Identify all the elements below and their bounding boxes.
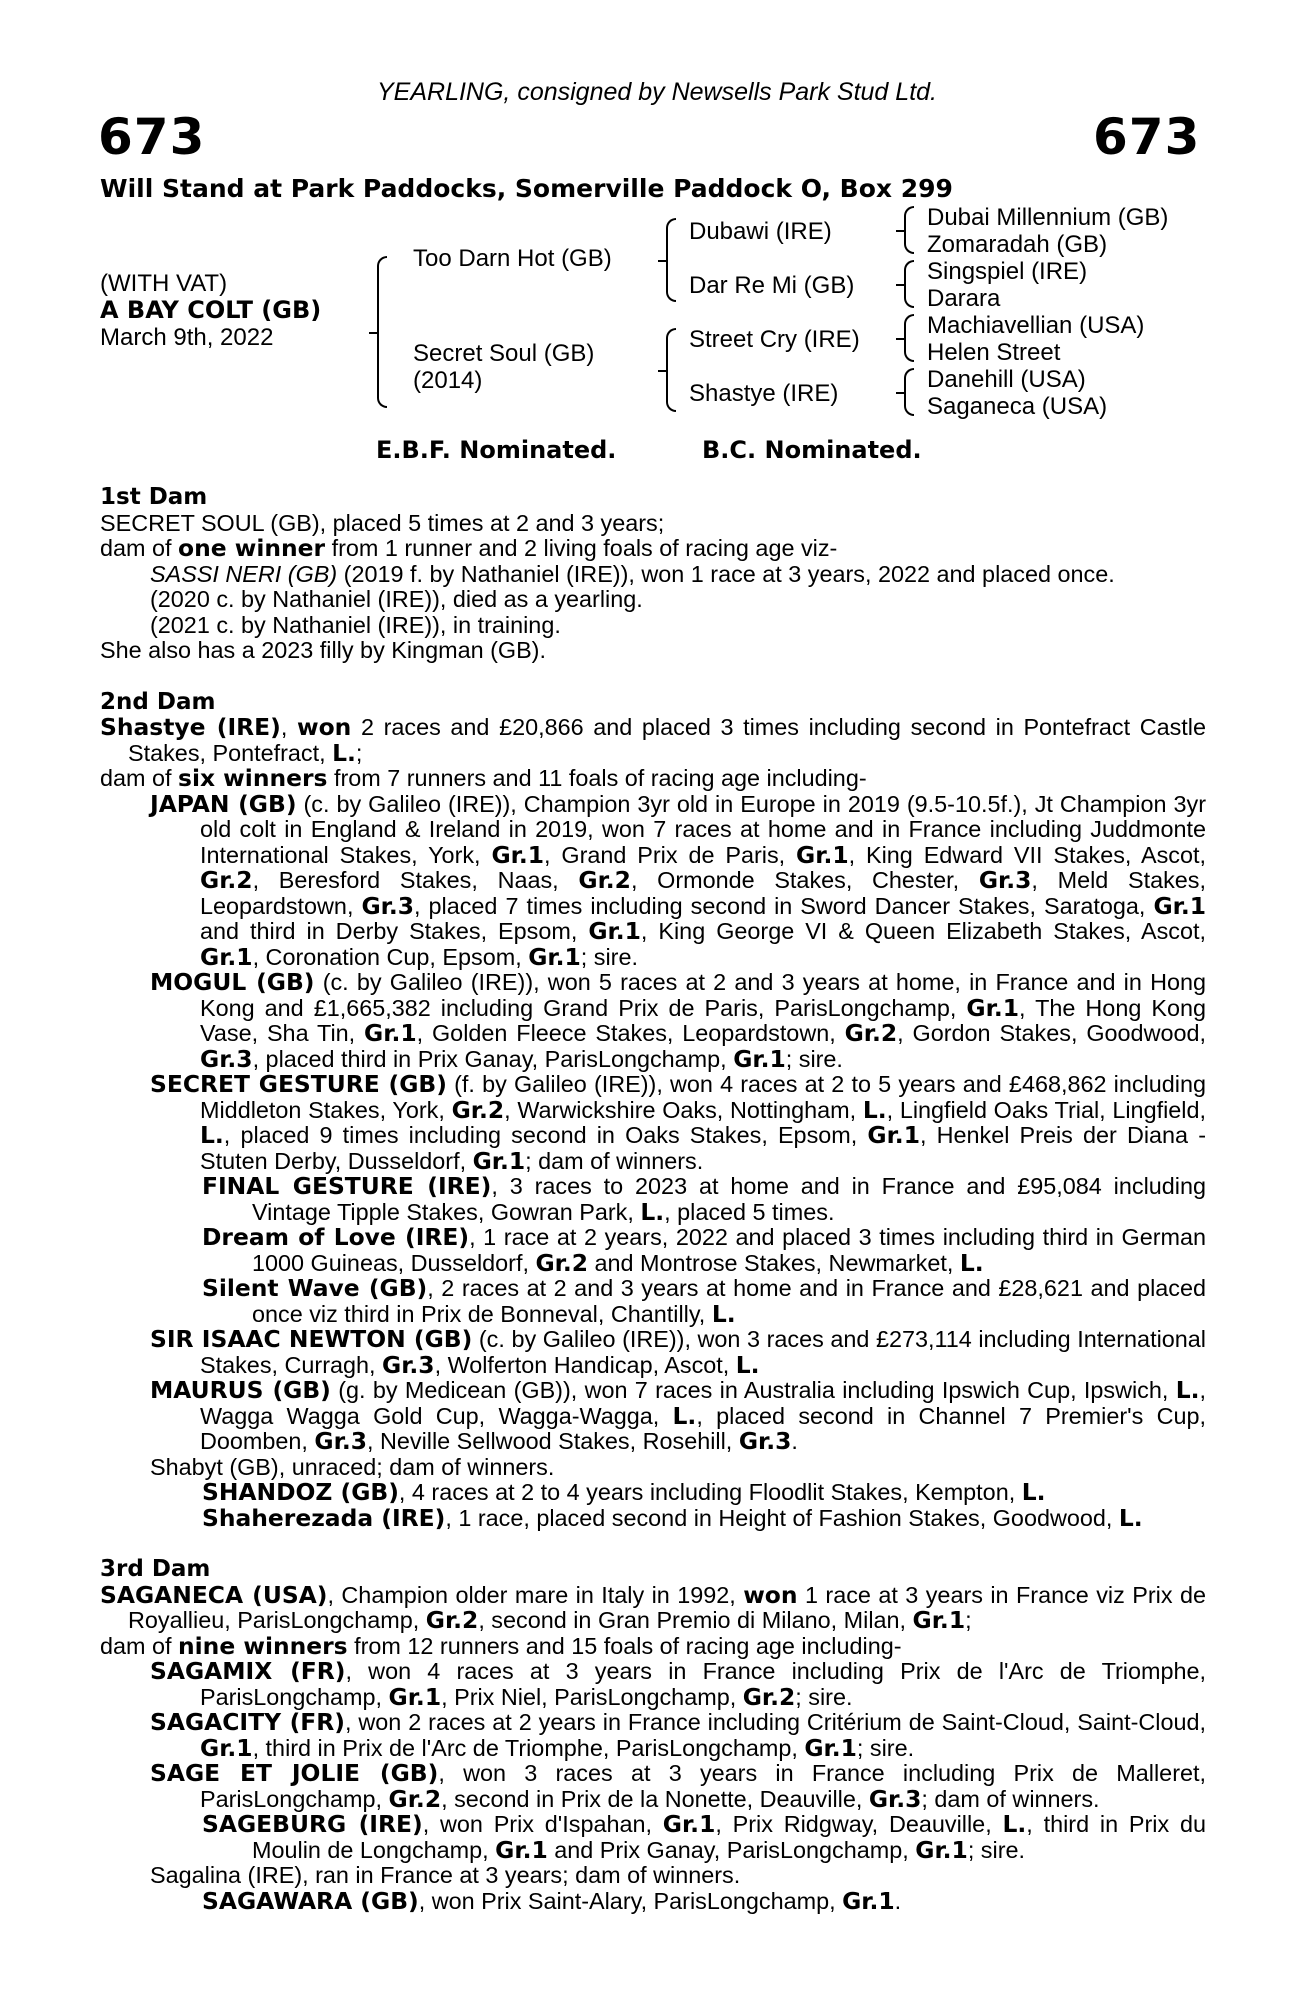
sire: Too Darn Hot (GB) (413, 245, 612, 272)
brace-3 (666, 328, 676, 412)
produce-2019: SASSI NERI (GB) (2019 f. by Nathaniel (IRE)), won 1 race at 3 years, 2022 and placed once. (150, 560, 1115, 587)
second-dam-heading: 2nd Dam (100, 688, 216, 715)
produce-2021: (2021 c. by Nathaniel (IRE)), in training. (150, 611, 561, 638)
entry-sage-et-jolie: SAGE ET JOLIE (GB), won 3 races at 3 years in France including Prix de Malleret, ParisLongchamp, Gr.2, second in Prix de la Nonette, Deauville, Gr.3; dam of winners. (150, 1759, 1206, 1813)
entry-shaherezada: Shaherezada (IRE), 1 race, placed second in Height of Fashion Stakes, Goodwood, L. (202, 1503, 1143, 1532)
brace-2 (666, 218, 676, 302)
entry-sagamix: SAGAMIX (FR), won 4 races at 3 years in France including Prix de l'Arc de Triomphe, ParisLongchamp, Gr.1, Prix Niel, ParisLongchamp, Gr.2; sire. (150, 1657, 1206, 1711)
entry-final-gesture: FINAL GESTURE (IRE), 3 races to 2023 at home and in France and £95,084 including Vintage Tipple Stakes, Gowran Park, L., placed 5 times. (202, 1172, 1207, 1226)
gg-3: Singspiel (IRE) (927, 258, 1088, 285)
brace-1 (377, 256, 387, 408)
dam-year: (2014) (413, 367, 483, 394)
third-dam-heading: 3rd Dam (100, 1556, 211, 1582)
foaling-date: March 9th, 2022 (100, 324, 274, 351)
vat-note: (WITH VAT) (100, 270, 228, 297)
second-dam-record: Shastye (IRE), won 2 races and £20,866 and placed 3 times including second in Pontefract Castle Stakes, Pontefract, L.; (100, 713, 1206, 767)
gg-6: Helen Street (927, 339, 1061, 366)
gg-1: Dubai Millennium (GB) (927, 204, 1169, 231)
ebf-nominated: E.B.F. Nominated. (376, 436, 617, 464)
entry-sageburg: SAGEBURG (IRE), won Prix d'Ispahan, Gr.1, Prix Ridgway, Deauville, L., third in Prix du Moulin de Longchamp, Gr.1 and Prix Ganay, ParisLongchamp, Gr.1; sire. (202, 1810, 1206, 1864)
stand-location: Will Stand at Park Paddocks, Somerville Paddock O, Box 299 (100, 174, 953, 203)
entry-sagawara: SAGAWARA (GB), won Prix Saint-Alary, ParisLongchamp, Gr.1. (202, 1886, 902, 1915)
sire-dam: Dar Re Mi (GB) (689, 272, 855, 299)
lot-number-right: 673 (1093, 108, 1201, 166)
brace-7 (904, 368, 914, 416)
catalogue-body (100, 485, 1206, 1914)
first-dam-line: SECRET SOUL (GB), placed 5 times at 2 and 3 years; (100, 509, 665, 536)
gg-5: Machiavellian (USA) (927, 312, 1145, 339)
produce-2023-note: She also has a 2023 filly by Kingman (GB). (100, 637, 546, 663)
entry-secret-gesture: SECRET GESTURE (GB) (f. by Galileo (IRE)), won 4 races at 2 to 5 years and £468,862 including Middleton Stakes, York, Gr.2, Warwickshire Oaks, Nottingham, L., Lingfield Oaks Trial, Lingfield, L., placed 9 times including second in Oaks Stakes, Epsom, Gr.1, Henkel Preis der Diana - Stuten Derby, Dusseldorf, Gr.1; dam of winners. (150, 1070, 1207, 1175)
gg-4: Darara (927, 285, 1001, 312)
produce-2020: (2020 c. by Nathaniel (IRE)), died as a yearling. (150, 586, 643, 612)
entry-silent-wave: Silent Wave (GB), 2 races at 2 and 3 years at home and in France and £28,621 and placed once viz third in Prix de Bonneval, Chantilly, L. (202, 1274, 1206, 1328)
entry-shandoz: SHANDOZ (GB), 4 races at 2 to 4 years including Floodlit Stakes, Kempton, L. (202, 1478, 1046, 1506)
bc-nominated: B.C. Nominated. (702, 436, 922, 464)
entry-sagacity: SAGACITY (FR), won 2 races at 2 years in France including Critérium de Saint-Cloud, Saint-Cloud, Gr.1, third in Prix de l'Arc de Triomphe, ParisLongchamp, Gr.1; sire. (150, 1708, 1207, 1762)
dam: Secret Soul (GB) (413, 340, 595, 367)
brace-5 (904, 260, 914, 308)
gg-2: Zomaradah (GB) (927, 231, 1108, 258)
entry-dream-of-love: Dream of Love (IRE), 1 race at 2 years, 2022 and placed 3 times including third in German 1000 Guineas, Dusseldorf, Gr.2 and Montrose Stakes, Newmarket, L. (202, 1223, 1206, 1277)
first-dam-heading: 1st Dam (100, 484, 208, 510)
entry-japan: JAPAN (GB) (c. by Galileo (IRE)), Champion 3yr old in Europe in 2019 (9.5-10.5f.), Jt Champion 3yr old colt in England & Ireland in 2019, won 7 races at home and in France including Juddmonte International Stakes, York, Gr.1, Grand Prix de Paris, Gr.1, King Edward VII Stakes, Ascot, Gr.2, Beresford Stakes, Naas, Gr.2, Ormonde Stakes, Chester, Gr.3, Meld Stakes, Leopardstown, Gr.3, placed 7 times including second in Sword Dancer Stakes, Saratoga, Gr.1 and third in Derby Stakes, Epsom, Gr.1, King George VI & Queen Elizabeth Stakes, Ascot, Gr.1, Coronation Cup, Epsom, Gr.1; sire. (150, 789, 1207, 971)
third-dam-produce-summary: dam of nine winners from 12 runners and 15 foals of racing age including- (100, 1631, 902, 1660)
brace-4 (904, 206, 914, 254)
third-dam-record: SAGANECA (USA), Champion older mare in Italy in 1992, won 1 race at 3 years in France viz Prix de Royallieu, ParisLongchamp, Gr.2, second in Gran Premio di Milano, Milan, Gr.1; (100, 1580, 1206, 1634)
brace-6 (904, 314, 914, 362)
first-dam-produce-summary: dam of one winner from 1 runner and 2 living foals of racing age viz- (100, 534, 838, 562)
entry-shabyt: Shabyt (GB), unraced; dam of winners. (150, 1453, 555, 1480)
gg-8: Saganeca (USA) (927, 393, 1108, 420)
consignment-header: YEARLING, consigned by Newsells Park Stud Ltd. (377, 78, 937, 106)
entry-sir-isaac-newton: SIR ISAAC NEWTON (GB) (c. by Galileo (IRE)), won 3 races and £273,114 including International Stakes, Curragh, Gr.3, Wolferton Handicap, Ascot, L. (150, 1325, 1206, 1379)
gg-7: Danehill (USA) (927, 366, 1086, 393)
dam-dam: Shastye (IRE) (689, 380, 839, 407)
entry-maurus: MAURUS (GB) (g. by Medicean (GB)), won 7 races in Australia including Ipswich Cup, Ipswich, L., Wagga Wagga Gold Cup, Wagga-Wagga, L., placed second in Channel 7 Premier's Cup, Doomben, Gr.3, Neville Sellwood Stakes, Rosehill, Gr.3. (150, 1376, 1207, 1455)
horse-name: A BAY COLT (GB) (100, 296, 322, 324)
second-dam-produce-summary: dam of six winners from 7 runners and 11 foals of racing age including- (100, 764, 867, 792)
sire-sire: Dubawi (IRE) (689, 218, 832, 245)
entry-sagalina: Sagalina (IRE), ran in France at 3 years; dam of winners. (150, 1862, 741, 1888)
entry-mogul: MOGUL (GB) (c. by Galileo (IRE)), won 5 races at 2 and 3 years at home, in France and in Hong Kong and £1,665,382 including Grand Prix de Paris, ParisLongchamp, Gr.1, The Hong Kong Vase, Sha Tin, Gr.1, Golden Fleece Stakes, Leopardstown, Gr.2, Gordon Stakes, Goodwood, Gr.3, placed third in Prix Ganay, ParisLongchamp, Gr.1; sire. (150, 968, 1206, 1073)
dam-sire: Street Cry (IRE) (689, 326, 860, 353)
lot-number-left: 673 (98, 108, 206, 166)
